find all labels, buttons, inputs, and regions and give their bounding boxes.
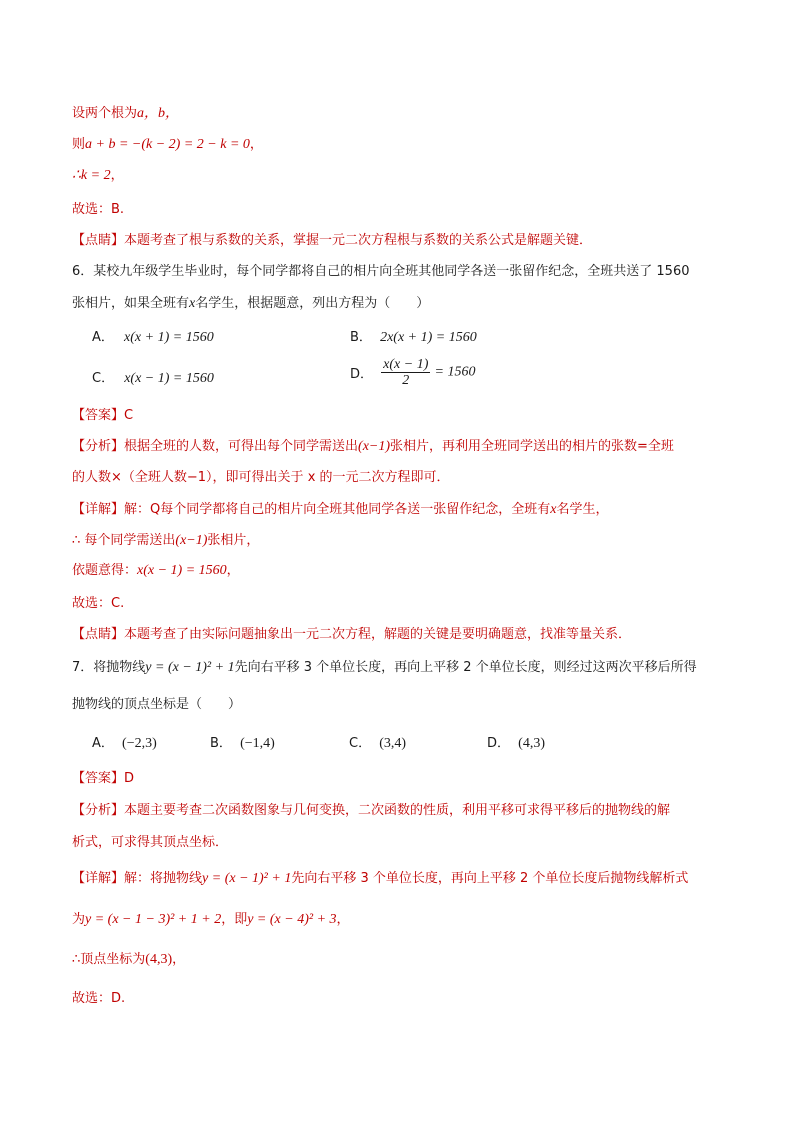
q6-option-d[interactable] (350, 357, 475, 388)
q6-option-c[interactable] (92, 367, 214, 387)
q7-option-b[interactable] (210, 732, 275, 752)
q6-stem-var: x (189, 296, 196, 311)
q7-option-a-label: A． (92, 736, 114, 751)
q7-detail-2b: ，即 (221, 912, 248, 927)
q7-detail-1m: y = (x − 1)² + 1 (202, 871, 292, 886)
q7-detail-2m2: y = (x − 4)² + 3 (247, 912, 337, 927)
q7-detail-line-3 (72, 948, 185, 968)
q7-option-d-expr: (4,3) (518, 736, 545, 751)
sum-end: ， (249, 137, 263, 152)
q7-option-d[interactable] (487, 732, 545, 752)
q7-analysis-line-2: 析式，可求得其顶点坐标． (72, 835, 229, 850)
q7-choose: 故选：D. (72, 991, 126, 1006)
q7-analysis-line-1 (72, 799, 670, 818)
q6-option-d-label: D． (350, 367, 374, 382)
q6-option-b-label: B． (350, 330, 372, 345)
prev-choose: 故选：B. (72, 202, 125, 217)
q6-detail-3a: 依题意得： (72, 563, 138, 578)
roots-text: 设两个根为 (72, 106, 138, 121)
q6-detail-line-1 (72, 498, 608, 518)
q6-detail-line-3 (72, 559, 240, 579)
q7-detail-1b: 先向右平移 3 个单位长度，再向上平移 2 个单位长度后抛物线解析式 (291, 871, 689, 886)
q7-option-a-expr: (−2,3) (122, 736, 157, 751)
sum-equation: a + b = −(k − 2) = 2 − k = 0 (85, 137, 250, 152)
q6-detail-2a: ∴ 每个同学需送出 (72, 533, 176, 548)
q7-option-b-label: B． (210, 736, 232, 751)
q6-analysis-tag: 【分析】 (72, 439, 125, 454)
q7-stem-line-2: 抛物线的顶点坐标是（ ） (72, 697, 242, 712)
q6-stem-2a: 张相片，如果全班有 (72, 296, 190, 311)
q6-stem-line-1: 6．某校九年级学生毕业时，每个同学都将自己的相片向全班其他同学各送一张留作纪念，全班共送了 1560 (72, 264, 690, 279)
k-end: ， (110, 168, 124, 183)
q6-analysis-line-2: 的人数×（全班人数−1），即可得出关于 x 的一元二次方程即可． (72, 470, 450, 485)
q7-analysis-1: 本题主要考查二次函数图象与几何变换，二次函数的性质，利用平移可求得平移后的抛物线的解 (124, 803, 671, 818)
roots-line (72, 102, 179, 122)
q7-detail-3m: (4,3) (145, 952, 173, 967)
q6-detail-1a: 解：Q每个同学都将自己的相片向全班其他同学各送一张留作纪念，全班有 (124, 502, 551, 517)
q7-detail-3b: ， (172, 952, 186, 967)
q6-stem-line-2 (72, 292, 429, 312)
q6-detail-line-2 (72, 529, 259, 549)
q6-analysis-1b: 张相片，再利用全班同学送出的相片的张数=全班 (390, 439, 674, 454)
q7-detail-3a: ∴顶点坐标为 (72, 952, 146, 967)
q7-stem-line-1 (72, 656, 697, 676)
q6-option-d-fraction (381, 357, 430, 388)
q6-detail-2m: (x−1) (175, 533, 208, 548)
q6-option-a-label: A． (92, 330, 114, 345)
q6-option-c-label: C． (92, 371, 115, 386)
roots-vars: a，b， (137, 106, 180, 121)
q7-detail-2a: 为 (72, 912, 86, 927)
q6-option-d-denominator: 2 (402, 373, 410, 388)
q7-analysis-tag: 【分析】 (72, 803, 125, 818)
q7-option-c-expr: (3,4) (379, 736, 407, 751)
q6-stem-2b: 名学生，根据题意，列出方程为（ ） (195, 296, 430, 311)
q6-option-a-expr: x(x + 1) = 1560 (124, 330, 214, 345)
q7-stem-1b: 先向右平移 3 个单位长度，再向上平移 2 个单位长度，则经过这两次平移后所得 (234, 660, 697, 675)
q7-detail-tag: 【详解】 (72, 871, 125, 886)
q7-detail-2m1: y = (x − 1 − 3)² + 1 + 2 (85, 912, 222, 927)
q7-option-a[interactable] (92, 732, 157, 752)
q6-comment-tag: 【点睛】 (72, 627, 125, 642)
q6-detail-3b: ， (226, 563, 240, 578)
q7-stem-1m: y = (x − 1)² + 1 (145, 660, 235, 675)
q7-detail-line-1 (72, 867, 688, 887)
q6-option-b[interactable] (350, 326, 477, 346)
q7-detail-1a: 解：将抛物线 (124, 871, 203, 886)
q6-comment-text: 本题考查了由实际问题抽象出一元二次方程，解题的关键是要明确题意，找准等量关系． (124, 627, 632, 642)
q6-detail-3m: x(x − 1) = 1560 (137, 563, 227, 578)
q6-detail-1var: x (550, 502, 557, 517)
k-equation: ∴k = 2 (72, 168, 111, 183)
q6-answer: 【答案】C (72, 408, 134, 423)
prev-comment (72, 229, 592, 248)
q7-option-c-label: C． (349, 736, 372, 751)
q6-option-d-numerator: x(x − 1) (383, 357, 429, 372)
q6-option-a[interactable] (92, 326, 214, 346)
q6-option-c-expr: x(x − 1) = 1560 (124, 371, 214, 386)
q6-analysis-1m: (x−1) (358, 439, 391, 454)
q6-comment (72, 623, 631, 642)
q6-detail-1b: 名学生， (556, 502, 609, 517)
q6-analysis-line-1 (72, 435, 674, 455)
q6-option-b-expr: 2x(x + 1) = 1560 (380, 330, 477, 345)
q6-detail-2b: 张相片， (207, 533, 260, 548)
q6-detail-tag: 【详解】 (72, 502, 125, 517)
q6-analysis-1a: 根据全班的人数，可得出每个同学需送出 (124, 439, 359, 454)
k-line (72, 164, 124, 184)
q6-choose: 故选：C. (72, 596, 125, 611)
sum-prefix: 则 (72, 137, 86, 152)
q7-option-b-expr: (−1,4) (240, 736, 275, 751)
q7-detail-line-2 (72, 908, 350, 928)
q7-answer: 【答案】D (72, 771, 135, 786)
q7-stem-1a: 7．将抛物线 (72, 660, 146, 675)
q7-option-d-label: D． (487, 736, 511, 751)
q6-option-d-rhs: = 1560 (434, 364, 476, 380)
prev-comment-tag: 【点睛】 (72, 233, 125, 248)
prev-comment-text: 本题考查了根与系数的关系，掌握一元二次方程根与系数的关系公式是解题关键． (124, 233, 593, 248)
sum-line (72, 133, 263, 153)
q7-detail-2c: ， (336, 912, 350, 927)
q7-option-c[interactable] (349, 732, 406, 752)
